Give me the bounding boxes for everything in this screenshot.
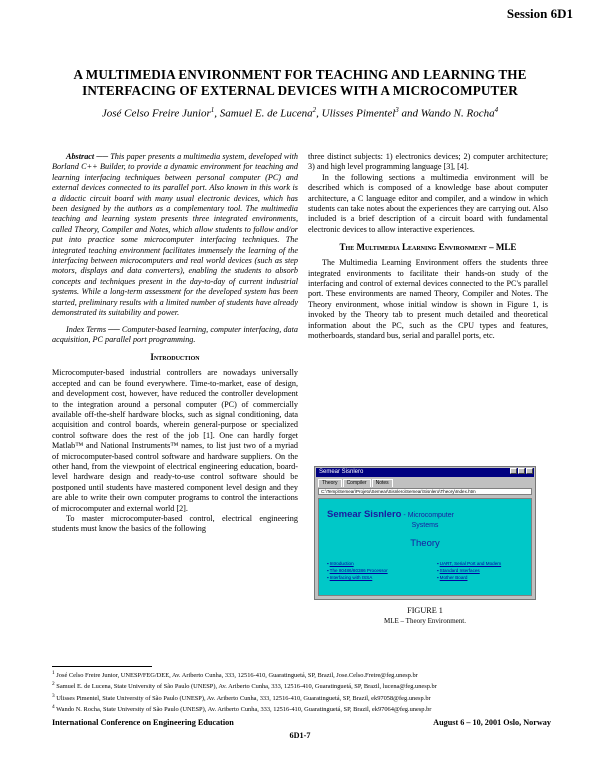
content-link: ▪ Standard Interfaces xyxy=(437,568,501,575)
introduction-paragraph-1: Microcomputer-based industrial controllers are nowadays universally accepted and can be found everywhere. Time-to-market, ease of design, and development cost, however, have reduced the controller development to the integration around a personal computer (PC) of commercially available off-the-shelf hardware blocks, such as signal conditioning, data acquisition and control boards, wherein general-purpose or specialized control software does the rest of the job [1]. One can hardly forget Matlab™ and National Instruments™ names, to list just two of a myriad of microcomputer-based control software and hardware suppliers. On the other hand, from the viewpoint of electrical engineering education, board-level hardware design and ready-to-use control software should be postponed until students have mastered component level design and they are able to write their own computer programs to control the interactions of microcomputer and external world [2]. xyxy=(52,368,298,513)
window-controls xyxy=(510,468,533,474)
introduction-paragraph-4: In the following sections a multimedia environment will be described which is composed of a knowledge base about computer architecture, a C language editor and compiler, and a window in which students can take notes about the experiences they are carrying out. Also included is a brief description of a circuit board with fundamental electronic devices to allow interactive experiences. xyxy=(308,172,548,234)
author-name: José Celso Freire Junior xyxy=(101,107,211,120)
links-left xyxy=(327,561,388,581)
abstract-text: This paper presents a multimedia system, developed with Borland C++ Builder, to provide a dynamic environment for teaching and learning interfacing techniques between personal computer (PC) and external devices connected to its parallel port. Also known in this work is a didactic circuit board with many usual electronic devices, which has been designed by the authors as a complementary tool. The multimedia teaching and learning system presents three integrated environments, called Theory, Compiler and Notes, which allow students to follow and/or put into practice some microcomputer interfacing techniques. The integrated teaching environment facilitates immensely the learning of the interfacing between microcomputers and real world devices (such as step motors, displays and data converters), enabling the students to absorb concepts and techniques present in the day-to-day of current industrial systems. While a long-term assessment for the developed system has been started, preliminary results with a limited number of students have already demonstrated its suitability and power. xyxy=(52,152,299,318)
footnote-mark: 2 xyxy=(52,681,55,688)
author-name: Wando N. Rocha xyxy=(420,107,495,120)
figure-caption-number: FIGURE 1 xyxy=(407,606,443,615)
title-line-1: A MULTIMEDIA ENVIRONMENT FOR TEACHING AND LEARNING THE xyxy=(73,67,527,82)
content-heading-main: Semear Sisnlero xyxy=(327,509,402,520)
content-link: ▪ Mother Board xyxy=(437,575,501,582)
footnote xyxy=(52,692,552,703)
content-link: ▪ UART, Serial Port and Modem xyxy=(437,561,501,568)
footnote-text: Wando N. Rocha, State University of São Paulo (UNESP), Av. Ariberto Cunha, 333, 12516-410, Guaratinguetá, SP, Brazil, ek97064@feg.unesp.br xyxy=(56,706,432,714)
window-title: Semear Sisnlero xyxy=(319,469,364,475)
content-heading xyxy=(327,509,454,520)
footnote-text: Samuel E. de Lucena, State University of São Paulo (UNESP), Av. Ariberto Cunha, 333, 12516-410, Guaratinguetá, SP, Brazil, lucena@feg.unesp.br xyxy=(56,683,437,691)
footnote xyxy=(52,703,552,714)
footnote-text: Ulisses Pimentel, State University of São Paulo (UNESP), Av. Ariberto Cunha, 333, 12516-410, Guaratinguetá, SP, Brazil, ek97058@feg.unesp.br xyxy=(56,694,431,702)
address-field: C:\Temp\Semear\Projeto\Semear\Sisnlero\Semear\Sisnlero\Theory\Index.htm xyxy=(318,488,532,495)
mle-paragraph-1: The Multimedia Learning Environment offers the students three integrated environments to facilitate their hands-on study of the interfacing and control of external devices connected to the PC's parallel port. These environments are named Theory, Compiler and Notes. The Theory environment, whose initial window is shown in Figure 1, is invoked by the Theory tab to present much detailed and theoretical information about the PC, such as the CPU types and features, motherboards, standard bus, serial and parallel ports, etc. xyxy=(308,258,548,341)
figure-caption-text: MLE – Theory Environment. xyxy=(384,617,466,625)
index-terms-label: Index Terms xyxy=(66,324,107,334)
content-subheading: Systems xyxy=(411,522,439,529)
introduction-paragraph-3: three distinct subjects: 1) electronics devices; 2) computer architecture; 3) and high level programming language [3], [4]. xyxy=(308,152,548,172)
index-terms-dash: ── xyxy=(106,324,122,334)
mle-heading: The Multimedia Learning Environment – MLE xyxy=(339,242,517,253)
author-mark: 1 xyxy=(210,106,215,114)
minimize-icon xyxy=(510,468,517,474)
theory-content-pane xyxy=(318,498,532,596)
footnote-mark: 3 xyxy=(52,692,55,699)
footnote-divider xyxy=(52,666,152,667)
close-icon xyxy=(526,468,533,474)
tab-notes: Notes xyxy=(372,479,393,487)
footer-conference: International Conference on Engineering Education xyxy=(52,718,234,727)
author-separator: , xyxy=(316,107,322,120)
tab-compiler: Compiler xyxy=(343,479,371,487)
author-mark: 3 xyxy=(395,106,399,114)
abstract-dash: ── xyxy=(94,152,111,161)
author-name: Ulisses Pimentel xyxy=(321,107,396,120)
content-theory-title: Theory xyxy=(410,538,440,549)
content-link: ▪ Introduction xyxy=(327,561,388,568)
footnote-mark: 4 xyxy=(52,704,55,711)
page-number: 6D1-7 xyxy=(289,731,311,740)
abstract xyxy=(52,152,298,319)
figure-1-screenshot xyxy=(314,466,536,600)
author-separator: , xyxy=(214,107,220,120)
session-label: Session 6D1 xyxy=(506,6,573,21)
links-right xyxy=(437,561,501,581)
content-heading-sub: - Microcomputer xyxy=(401,512,454,519)
footnote-mark: 1 xyxy=(52,670,55,676)
index-terms-text: Computer-based learning, computer interfacing, data acquisition, PC parallel port programming. xyxy=(52,324,298,344)
author-name: Samuel E. de Lucena xyxy=(219,107,313,120)
left-column xyxy=(52,152,298,535)
paper-title xyxy=(40,67,560,99)
footnote xyxy=(52,680,552,691)
author-separator: and xyxy=(398,107,421,120)
tab-bar xyxy=(318,479,393,487)
tab-theory: Theory xyxy=(318,479,342,487)
introduction-heading: Introduction xyxy=(150,352,200,363)
footnote-text: José Celso Freire Junior, UNESP/FEG/DEE, Av. Ariberto Cunha, 333, 12516-410, Guaratinguetá, SP, Brazil, Jose.Celso.Freire@feg.unesp.br xyxy=(56,672,418,680)
author-mark: 4 xyxy=(494,106,499,114)
author-list xyxy=(30,106,570,120)
author-mark: 2 xyxy=(312,106,317,114)
footnotes xyxy=(52,669,552,715)
footer-date-location: August 6 – 10, 2001 Oslo, Norway xyxy=(433,718,551,727)
content-link: ▪ The 80486/80386 Processor xyxy=(327,568,388,575)
window-title-bar xyxy=(316,468,534,477)
right-column xyxy=(308,152,548,342)
introduction-paragraph-2: To master microcomputer-based control, electrical engineering students must know the basics of the following xyxy=(52,514,298,534)
abstract-label: Abstract xyxy=(66,152,95,161)
content-link: ▪ Interfacing with ISSA xyxy=(327,575,388,582)
maximize-icon xyxy=(518,468,525,474)
index-terms xyxy=(52,325,298,346)
footnote xyxy=(52,669,552,680)
title-line-2: INTERFACING OF EXTERNAL DEVICES WITH A MICROCOMPUTER xyxy=(82,83,518,98)
